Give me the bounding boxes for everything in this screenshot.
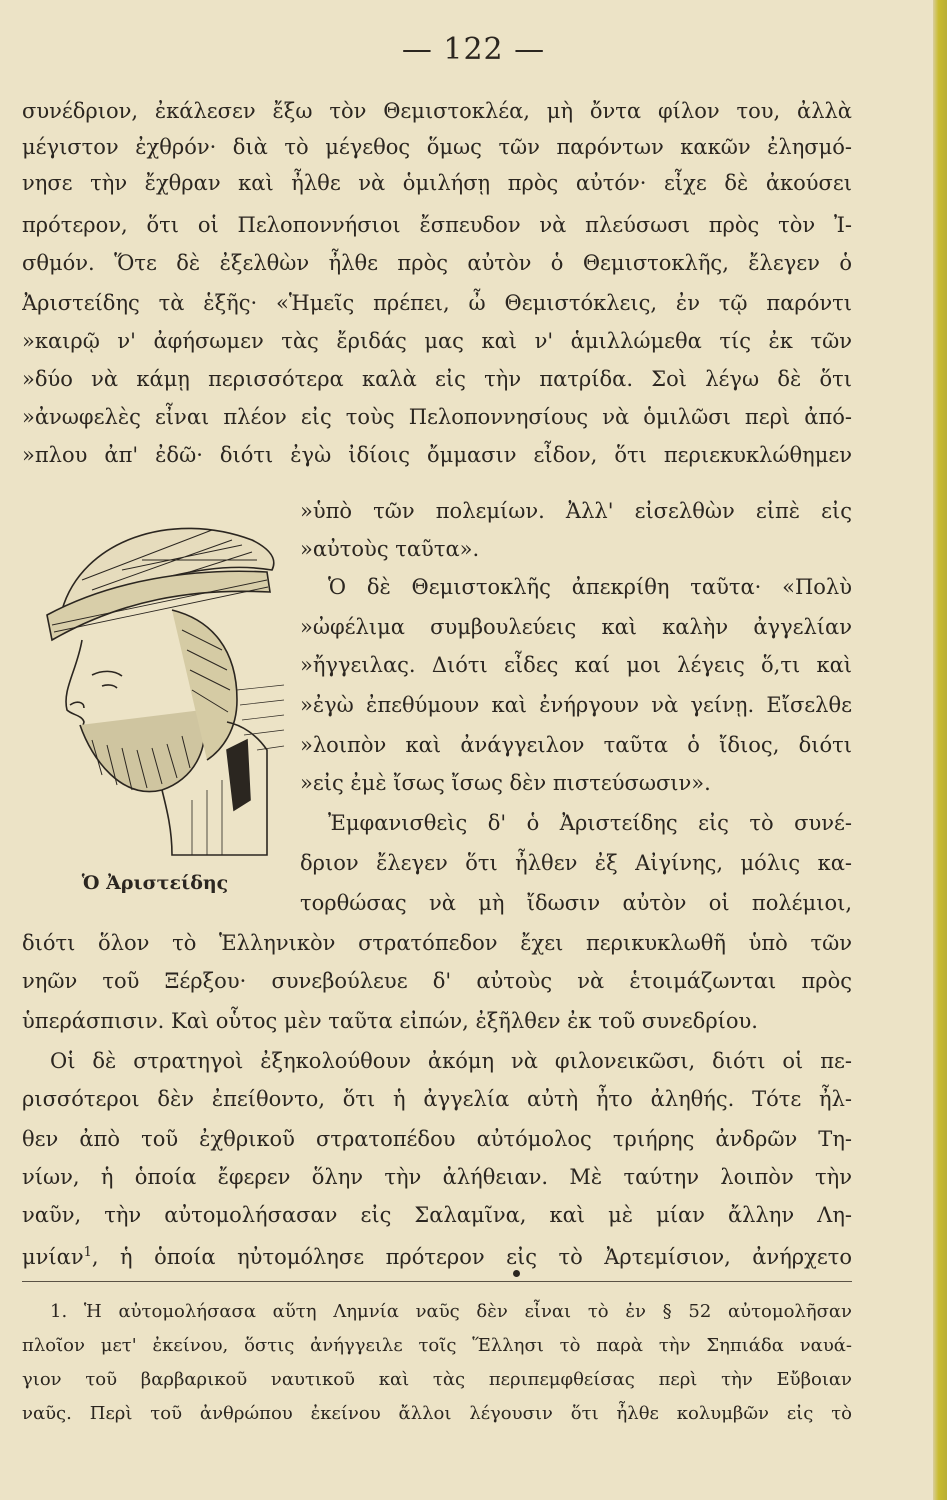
text-line: τορθώσας νὰ μὴ ἴδωσιν αὐτὸν οἱ πολέμιοι, <box>300 891 852 915</box>
text-line: »καιρῷ ν' ἀφήσωμεν τὰς ἔριδάς μας καὶ ν' ἁμιλλώμεθα τίς ἐκ τῶν <box>22 329 852 353</box>
text-line: νίων, ἡ ὁποία ἔφερεν ὅλην τὴν ἀλήθειαν. Μὲ ταύτην λοιπὸν τὴν <box>22 1165 852 1189</box>
text-line: »ἐγὼ ἐπεθύμουν καὶ ἐνήργουν νὰ γείνῃ. Εἴσελθε <box>300 693 852 717</box>
text-line: »δύο νὰ κάμῃ περισσότερα καλὰ εἰς τὴν πατρίδα. Σοὶ λέγω δὲ ὅτι <box>22 367 852 391</box>
footnote-line: ναῦς. Περὶ τοῦ ἀνθρώπου ἐκείνου ἄλλοι λέγουσιν ὅτι ἦλθε κολυμβῶν εἰς τὸ <box>22 1403 852 1424</box>
footnote-line: γιον τοῦ βαρβαρικοῦ ναυτικοῦ καὶ τὰς περιπεμφθείσας περὶ τὴν Εὔβοιαν <box>22 1369 852 1390</box>
text-line: συνέδριον, ἐκάλεσεν ἔξω τὸν Θεμιστοκλέα, μὴ ὄντα φίλον του, ἀλλὰ <box>22 99 852 123</box>
text-line: μέγιστον ἐχθρόν· διὰ τὸ μέγεθος ὅμως τῶν παρόντων κακῶν ἐλησμό- <box>22 135 852 159</box>
text-line: »λοιπὸν καὶ ἀνάγγειλον ταῦτα ὁ ἴδιος, διότι <box>300 733 852 757</box>
text-line: ρισσότεροι δὲν ἐπείθοντο, ὅτι ἡ ἀγγελία αὐτὴ ἦτο ἀληθής. Τότε ἦλ- <box>22 1087 852 1111</box>
text-line: νηῶν τοῦ Ξέρξου· συνεβούλευε δ' αὐτοὺς νὰ ἑτοιμάζωνται πρὸς <box>22 969 852 993</box>
text-line: πρότερον, ὅτι οἱ Πελοποννήσιοι ἔσπευδον νὰ πλεύσωσι πρὸς τὸν Ἰ- <box>22 213 852 237</box>
text-fragment: μνίαν <box>22 1245 84 1269</box>
text-line: νησε τὴν ἔχθραν καὶ ἦλθε νὰ ὁμιλήσῃ πρὸς αὐτόν· εἶχε δὲ ἀκούσει <box>22 171 852 195</box>
text-line: Ἀριστείδης τὰ ἑξῆς· «Ἡμεῖς πρέπει, ὦ Θεμιστόκλεις, ἐν τῷ παρόντι <box>22 291 852 315</box>
page-number: — 122 — <box>401 32 546 67</box>
text-line: σθμόν. Ὅτε δὲ ἐξελθὼν ἦλθε πρὸς αὐτὸν ὁ Θεμιστοκλῆς, ἔλεγεν ὁ <box>22 251 852 275</box>
text-line: διότι ὅλον τὸ Ἑλληνικὸν στρατόπεδον ἔχει περικυκλωθῆ ὑπὸ τῶν <box>22 931 852 955</box>
text-line: »ὑπὸ τῶν πολεμίων. Ἀλλ' εἰσελθὼν εἰπὲ εἰς <box>300 499 852 523</box>
text-line: »αὐτοὺς ταῦτα». <box>300 537 480 561</box>
ink-dot <box>513 1270 520 1277</box>
text-line: »πλου ἀπ' ἐδῶ· διότι ἐγὼ ἰδίοις ὄμμασιν εἶδον, ὅτι περιεκυκλώθημεν <box>22 443 852 467</box>
text-line: Ὁ δὲ Θεμιστοκλῆς ἀπεκρίθη ταῦτα· «Πολὺ <box>328 575 852 599</box>
text-fragment: , ἡ ὁποία ηὐτομόλησε πρότερον εἰς τὸ Ἀρτεμίσιον, ἀνήρχετο <box>91 1245 852 1269</box>
portrait-caption: Ὁ Ἀριστείδης <box>81 872 229 894</box>
text-line <box>22 1235 852 1271</box>
text-line: δριον ἔλεγεν ὅτι ἦλθεν ἐξ Αἰγίνης, μόλις κα- <box>300 851 852 875</box>
footnote-rule <box>22 1281 852 1282</box>
footnote-line: 1. Ἡ αὐτομολήσασα αὕτη Λημνία ναῦς δὲν εἶναι τὸ ἐν § 52 αὐτομολῆσαν <box>50 1301 852 1322</box>
text-line: »ἤγγειλας. Διότι εἶδες καί μοι λέγεις ὅ,τι καὶ <box>300 653 852 677</box>
text-line: Οἱ δὲ στρατηγοὶ ἐξηκολούθουν ἀκόμη νὰ φιλονεικῶσι, διότι οἱ πε- <box>50 1049 852 1073</box>
footnote-line: πλοῖον μετ' ἐκείνου, ὅστις ἀνήγγειλε τοῖς Ἕλλησι τὸ παρὰ τὴν Σηπιάδα ναυά- <box>22 1335 852 1356</box>
text-line: ναῦν, τὴν αὐτομολήσασαν εἰς Σαλαμῖνα, καὶ μὲ μίαν ἄλλην Λη- <box>22 1203 852 1227</box>
text-line: ὑπεράσπισιν. Καὶ οὗτος μὲν ταῦτα εἰπών, ἐξῆλθεν ἐκ τοῦ συνεδρίου. <box>22 1009 758 1033</box>
text-line: θεν ἀπὸ τοῦ ἐχθρικοῦ στρατοπέδου αὐτόμολος τριήρης ἀνδρῶν Τη- <box>22 1127 852 1151</box>
text-line: »εἰς ἐμὲ ἴσως ἴσως δὲν πιστεύσωσιν». <box>300 771 711 795</box>
footnote-marker: 1 <box>83 1245 92 1260</box>
aristides-portrait-engraving <box>22 500 287 860</box>
page-spine-edge <box>933 0 947 1500</box>
text-line: Ἐμφανισθεὶς δ' ὁ Ἀριστείδης εἰς τὸ συνέ- <box>328 811 852 835</box>
text-line: »ὠφέλιμα συμβουλεύεις καὶ καλὴν ἀγγελίαν <box>300 615 852 639</box>
text-line: »ἀνωφελὲς εἶναι πλέον εἰς τοὺς Πελοποννησίους νὰ ὁμιλῶσι περὶ ἀπό- <box>22 405 852 429</box>
